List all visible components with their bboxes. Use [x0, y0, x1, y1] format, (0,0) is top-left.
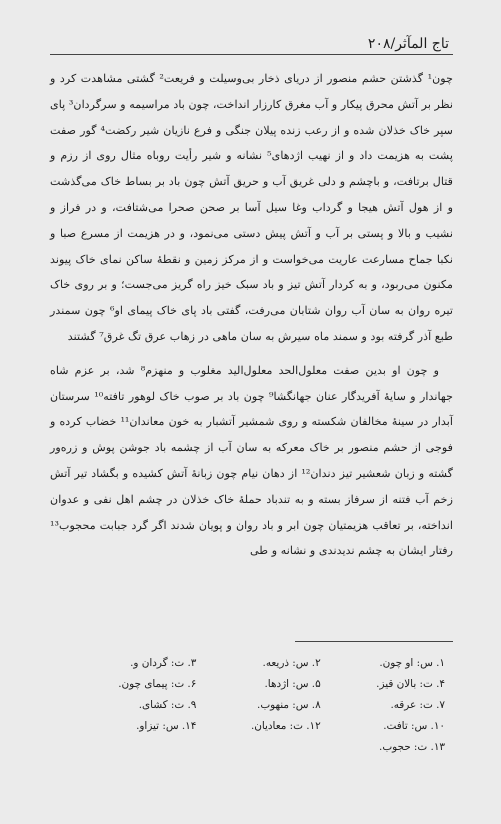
text-line: آتش کشیده و بگشاد تیر آتش زخم آب فتنه از سرفاز بسته و به تندباد حملهٔ خاک — [50, 466, 454, 506]
text-line: و شیر رأیت روباه مثال روی از رزم و قتال برتافت، و باچشم و دلی غریق آب و — [50, 149, 454, 189]
footnote: ۵. س: اژدها. — [264, 678, 321, 690]
text-line: می‌خواست و از مرکز زمین و نقطهٔ ساکن نمای خاک پیوند مکنون می‌ربود، و — [50, 252, 453, 292]
footnote-rule — [295, 641, 453, 642]
footnote: ۶. ت: پیمای چون. — [118, 678, 197, 690]
text-line: و چون او بدین صفت معلول‌الحد معلول‌الید مغلوب و منهزم⁸ شد، بر عزم شاه — [50, 363, 439, 377]
text-line: سیل آسا بر صحن صحرا می‌شتافت، و در فراز و نشیب و بالا و پستی بر آب و آتش — [50, 200, 453, 240]
footnote: ۸. س: منهوب. — [257, 699, 321, 711]
footnote: ۱۰. س: تافت. — [383, 720, 445, 732]
text-line: جوشن پوش و زره‌ور گشته و زبان شعشیر تیز دندان¹² از دهان نیام چون زبانهٔ — [50, 441, 453, 480]
footnote: ۱۳. ت: حجوب. — [379, 741, 445, 753]
text-line: چون¹ گذشتن حشم منصور از دریای ذخار بی‌وسیلت و فریعت² گشتی — [126, 72, 453, 85]
text-line: آذر گرفته بود و سمند ماه سیرش به سان ماهی در زهاب عرق تگ غرق⁷ گشتند — [67, 329, 432, 343]
text-line: فرع نازیان شیر رکضت⁴ گور صفت پشت به هزیمت داد و از نهیب اژدهای⁵ نشانه — [50, 123, 454, 163]
header-rule — [50, 54, 453, 55]
footnote: ۱۲. ت: معادیان. — [250, 720, 321, 732]
text-line: مشاهدت کرد و نظر بر آتش محرق پیکار و آب مغرق کارزار انداخت، چون باد — [50, 72, 453, 111]
footnote: ۴. ت: بالان قیز. — [376, 678, 445, 690]
text-line: خضاب کرده و فوجی از حشم منصور بر خاک معرکه به سان آب از چشمه باد — [50, 415, 453, 455]
text-line: به کردار آتش تیز و باد سبک خیز راه گریز می‌جست؛ و بر روی خاک تیره روان — [50, 278, 453, 318]
footnote: ۱. س: او چون. — [379, 657, 445, 669]
footnote: ۱۴. س: تیزاو. — [136, 720, 197, 732]
body-text — [50, 66, 453, 564]
footnote: ۲. س: ذریعه. — [262, 657, 321, 669]
text-line: پیش دستی می‌نمود، و در هزیمت از مسرع صبا و نکبا جماح مسارعت عاریت — [50, 226, 453, 266]
footnote: ۹. ت: کشای. — [138, 699, 197, 711]
text-line: جهاندار و سایهٔ آفریدگار عنان جهانگشا⁹ چون باد بر صوب خاک لوهور تافته¹⁰ — [94, 389, 453, 403]
text-line: مراسیمه و سرگردان³ پای سپر خاک خذلان شده و از رعب زنده پیلان جنگی و — [50, 97, 454, 137]
footnote: ۳. ت: گردان و. — [130, 657, 197, 669]
text-line: و پویان شدند اگر گرد جبابت محجوب¹³ رفتار ایشان به چشم ندیدندی و نشانه و طی — [50, 518, 453, 558]
footnotes — [86, 653, 445, 758]
footnote: ۷. ت: عرقه. — [390, 699, 445, 711]
paragraph-2 — [50, 358, 453, 564]
text-line: خذلان در چشم اهل نفی و عدوان انداخته، بر تعاقب هزیمتیان چون ابر و باد روان — [50, 492, 453, 532]
text-line: حریق آتش چون باد بر بساط خاک می‌گذشت و از هول آتش هیجا و گرداب وغا — [50, 175, 453, 214]
text-line: سرستان آبدار در سینهٔ مخالفان شکسته و روی شمشیر آتشبار به خون معاندان¹¹ — [50, 389, 454, 429]
paragraph-1 — [50, 66, 453, 350]
text-line: به سان آب روان شتابان می‌رفت، گفتی باد پای خاک پیمای او⁶ چون سمندر طبع — [50, 304, 453, 343]
running-header: تاج المآثر/۲۰۸ — [367, 36, 449, 52]
